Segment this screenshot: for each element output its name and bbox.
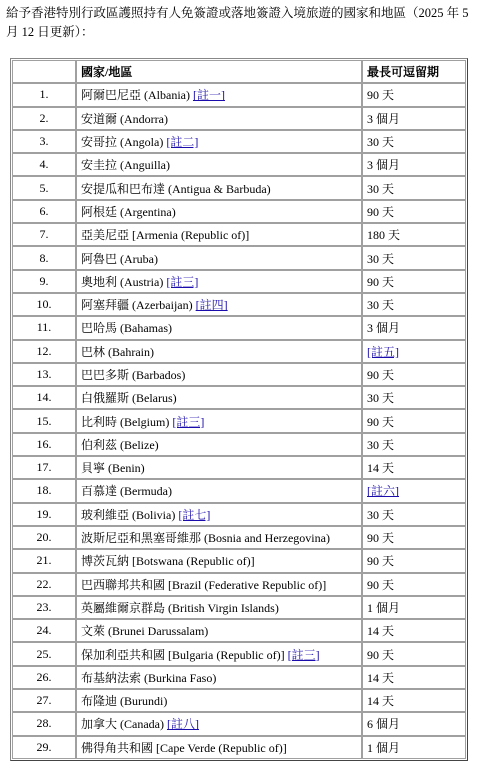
country-name: 佛得角共和國 [Cape Verde (Republic of)] bbox=[81, 740, 287, 755]
country-cell bbox=[76, 573, 362, 596]
table-row bbox=[12, 246, 466, 269]
visa-free-table-container bbox=[10, 58, 468, 761]
table-row bbox=[12, 666, 466, 689]
max-stay-cell: 3 個月 bbox=[362, 316, 466, 339]
row-number: 15. bbox=[12, 409, 76, 432]
table-row bbox=[12, 503, 466, 526]
footnote-link[interactable]: [註一] bbox=[192, 88, 225, 103]
max-stay-cell: 90 天 bbox=[362, 200, 466, 223]
country-name: 布隆迪 (Burundi) bbox=[81, 694, 168, 709]
table-row bbox=[12, 200, 466, 223]
max-stay-cell: 14 天 bbox=[362, 689, 466, 712]
table-row bbox=[12, 363, 466, 386]
country-name: 波斯尼亞和黑塞哥維那 (Bosnia and Herzegovina) bbox=[81, 531, 330, 546]
country-cell bbox=[76, 130, 362, 153]
row-number: 20. bbox=[12, 526, 76, 549]
table-row bbox=[12, 642, 466, 665]
country-name: 布基納法索 (Burkina Faso) bbox=[81, 670, 217, 685]
max-stay-cell: 90 天 bbox=[362, 83, 466, 106]
country-cell bbox=[76, 526, 362, 549]
country-cell bbox=[76, 153, 362, 176]
max-stay-cell: 90 天 bbox=[362, 409, 466, 432]
max-stay-cell: 90 天 bbox=[362, 573, 466, 596]
footnote-link[interactable]: [註四] bbox=[195, 298, 228, 313]
country-name: 安哥拉 (Angola) bbox=[81, 135, 167, 150]
table-row bbox=[12, 619, 466, 642]
country-name: 安圭拉 (Anguilla) bbox=[81, 158, 170, 173]
row-number: 19. bbox=[12, 503, 76, 526]
country-cell bbox=[76, 619, 362, 642]
row-number: 14. bbox=[12, 386, 76, 409]
country-cell bbox=[76, 409, 362, 432]
country-name: 玻利維亞 (Bolivia) bbox=[81, 507, 179, 522]
country-cell bbox=[76, 689, 362, 712]
country-cell bbox=[76, 83, 362, 106]
country-cell bbox=[76, 293, 362, 316]
table-row bbox=[12, 340, 466, 363]
country-name: 巴林 (Bahrain) bbox=[81, 344, 154, 359]
country-cell bbox=[76, 736, 362, 759]
country-name: 文萊 (Brunei Darussalam) bbox=[81, 624, 209, 639]
country-cell bbox=[76, 246, 362, 269]
row-number: 10. bbox=[12, 293, 76, 316]
country-cell bbox=[76, 386, 362, 409]
footnote-link[interactable]: [註二] bbox=[166, 135, 199, 150]
country-cell bbox=[76, 479, 362, 502]
table-row bbox=[12, 270, 466, 293]
country-name: 比利時 (Belgium) bbox=[81, 414, 173, 429]
footnote-link[interactable]: [註六] bbox=[367, 484, 399, 499]
country-cell bbox=[76, 433, 362, 456]
table-row bbox=[12, 130, 466, 153]
country-cell bbox=[76, 549, 362, 572]
country-name: 加拿大 (Canada) bbox=[81, 717, 167, 732]
country-cell bbox=[76, 107, 362, 130]
country-cell bbox=[76, 596, 362, 619]
country-cell bbox=[76, 712, 362, 735]
max-stay-cell: 14 天 bbox=[362, 619, 466, 642]
row-number: 28. bbox=[12, 712, 76, 735]
country-name: 博茨瓦納 [Botswana (Republic of)] bbox=[81, 554, 255, 569]
max-stay-cell: 30 天 bbox=[362, 503, 466, 526]
row-number: 3. bbox=[12, 130, 76, 153]
max-stay-cell: 90 天 bbox=[362, 363, 466, 386]
max-stay-cell: 30 天 bbox=[362, 293, 466, 316]
table-row bbox=[12, 549, 466, 572]
country-cell bbox=[76, 223, 362, 246]
max-stay-cell: 1 個月 bbox=[362, 736, 466, 759]
visa-free-table bbox=[10, 58, 468, 761]
table-row bbox=[12, 479, 466, 502]
table-row bbox=[12, 712, 466, 735]
max-stay-cell: 90 天 bbox=[362, 526, 466, 549]
country-name: 白俄羅斯 (Belarus) bbox=[81, 391, 177, 406]
table-row bbox=[12, 176, 466, 199]
max-stay-cell: 14 天 bbox=[362, 456, 466, 479]
table-row bbox=[12, 293, 466, 316]
country-name: 巴西聯邦共和國 [Brazil (Federative Republic of)] bbox=[81, 577, 327, 592]
country-cell bbox=[76, 200, 362, 223]
country-cell bbox=[76, 666, 362, 689]
row-number: 12. bbox=[12, 340, 76, 363]
max-stay-cell: 30 天 bbox=[362, 246, 466, 269]
row-number: 11. bbox=[12, 316, 76, 339]
country-cell bbox=[76, 316, 362, 339]
max-stay-cell: 30 天 bbox=[362, 386, 466, 409]
table-row bbox=[12, 526, 466, 549]
max-stay-cell: 180 天 bbox=[362, 223, 466, 246]
country-name: 亞美尼亞 [Armenia (Republic of)] bbox=[81, 228, 250, 243]
max-stay-cell bbox=[362, 479, 466, 502]
row-number: 22. bbox=[12, 573, 76, 596]
country-name: 奧地利 (Austria) bbox=[81, 274, 167, 289]
table-row bbox=[12, 409, 466, 432]
header-country: 國家/地區 bbox=[76, 60, 362, 83]
table-header-row bbox=[12, 60, 466, 83]
row-number: 5. bbox=[12, 176, 76, 199]
table-row bbox=[12, 456, 466, 479]
country-name: 百慕達 (Bermuda) bbox=[81, 484, 172, 499]
max-stay-cell: 90 天 bbox=[362, 549, 466, 572]
row-number: 6. bbox=[12, 200, 76, 223]
table-row bbox=[12, 573, 466, 596]
row-number: 2. bbox=[12, 107, 76, 130]
header-max-stay: 最長可逗留期 bbox=[362, 60, 466, 83]
row-number: 7. bbox=[12, 223, 76, 246]
table-row bbox=[12, 223, 466, 246]
table-row bbox=[12, 153, 466, 176]
country-name: 巴巴多斯 (Barbados) bbox=[81, 368, 186, 382]
footnote-link[interactable]: [註三] bbox=[166, 274, 199, 289]
country-cell bbox=[76, 456, 362, 479]
country-name: 伯利茲 (Belize) bbox=[81, 437, 159, 452]
max-stay-cell: 90 天 bbox=[362, 642, 466, 665]
row-number: 1. bbox=[12, 83, 76, 106]
table-row bbox=[12, 433, 466, 456]
max-stay-cell: 30 天 bbox=[362, 433, 466, 456]
country-name: 阿根廷 (Argentina) bbox=[81, 204, 176, 219]
table-row bbox=[12, 83, 466, 106]
country-cell bbox=[76, 340, 362, 363]
row-number: 29. bbox=[12, 736, 76, 759]
row-number: 21. bbox=[12, 549, 76, 572]
country-name: 阿塞拜疆 (Azerbaijan) bbox=[81, 298, 196, 313]
footnote-link[interactable]: [註七] bbox=[178, 507, 211, 522]
country-name: 安道爾 (Andorra) bbox=[81, 111, 168, 126]
footnote-link[interactable]: [註三] bbox=[287, 647, 320, 662]
header-number bbox=[12, 60, 76, 83]
max-stay-cell bbox=[362, 340, 466, 363]
max-stay-cell: 6 個月 bbox=[362, 712, 466, 735]
table-row bbox=[12, 386, 466, 409]
country-cell bbox=[76, 176, 362, 199]
row-number: 24. bbox=[12, 619, 76, 642]
country-name: 阿爾巴尼亞 (Albania) bbox=[81, 88, 193, 103]
row-number: 18. bbox=[12, 479, 76, 502]
table-row bbox=[12, 596, 466, 619]
max-stay-cell: 30 天 bbox=[362, 176, 466, 199]
max-stay-cell: 90 天 bbox=[362, 270, 466, 293]
max-stay-cell: 1 個月 bbox=[362, 596, 466, 619]
max-stay-cell: 3 個月 bbox=[362, 153, 466, 176]
row-number: 16. bbox=[12, 433, 76, 456]
country-name: 貝寧 (Benin) bbox=[81, 461, 145, 476]
table-row bbox=[12, 736, 466, 759]
row-number: 27. bbox=[12, 689, 76, 712]
country-name: 安提瓜和巴布達 (Antigua & Barbuda) bbox=[81, 181, 271, 196]
country-cell bbox=[76, 270, 362, 293]
country-name: 巴哈馬 (Bahamas) bbox=[81, 321, 172, 336]
table-body bbox=[12, 83, 466, 759]
footnote-link[interactable]: [註八] bbox=[166, 717, 199, 732]
country-cell bbox=[76, 363, 362, 386]
country-name: 英屬維爾京群島 (British Virgin Islands) bbox=[81, 600, 279, 615]
max-stay-cell: 3 個月 bbox=[362, 107, 466, 130]
max-stay-cell: 14 天 bbox=[362, 666, 466, 689]
footnote-link[interactable]: [註五] bbox=[367, 344, 399, 359]
row-number: 25. bbox=[12, 642, 76, 665]
country-name: 保加利亞共和國 [Bulgaria (Republic of)] bbox=[81, 647, 288, 662]
row-number: 4. bbox=[12, 153, 76, 176]
max-stay-cell: 30 天 bbox=[362, 130, 466, 153]
row-number: 17. bbox=[12, 456, 76, 479]
row-number: 9. bbox=[12, 270, 76, 293]
row-number: 8. bbox=[12, 246, 76, 269]
intro-text: 給予香港特別行政區護照持有人免簽證或落地簽證入境旅遊的國家和地區（2025 年 5 月 12 日更新）： bbox=[6, 6, 469, 39]
row-number: 13. bbox=[12, 363, 76, 386]
table-row bbox=[12, 316, 466, 339]
country-cell bbox=[76, 642, 362, 665]
table-row bbox=[12, 107, 466, 130]
table-row bbox=[12, 689, 466, 712]
row-number: 23. bbox=[12, 596, 76, 619]
footnote-link[interactable]: [註三] bbox=[172, 414, 205, 429]
row-number: 26. bbox=[12, 666, 76, 689]
country-name: 阿魯巴 (Aruba) bbox=[81, 251, 158, 266]
country-cell bbox=[76, 503, 362, 526]
